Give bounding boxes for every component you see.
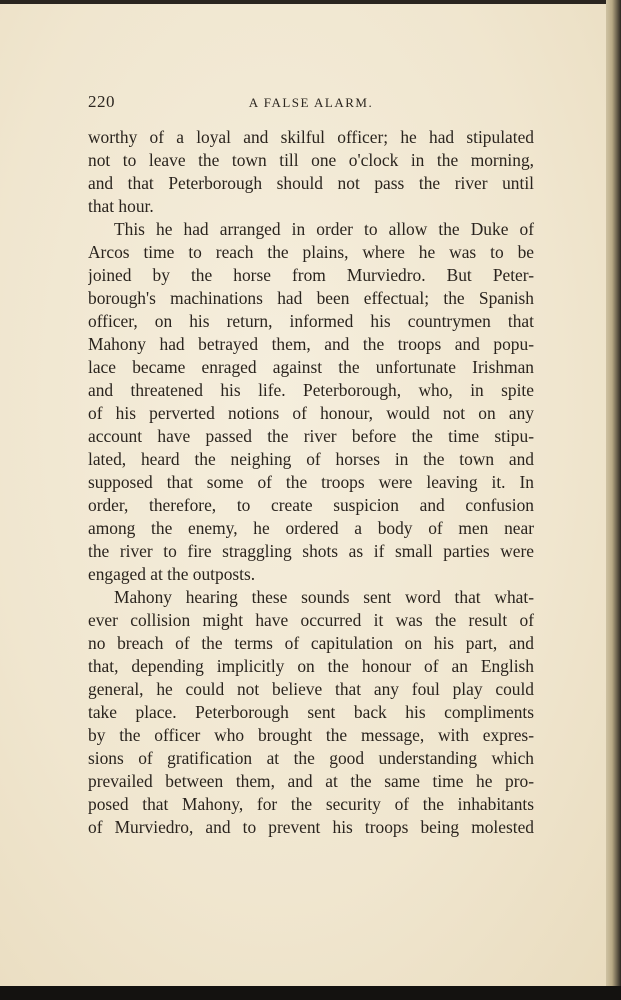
text-line: by the officer who brought the message, with expres-	[88, 725, 534, 745]
text-line: the river to fire straggling shots as if small parties were	[88, 541, 534, 561]
text-line: sions of gratification at the good understanding which	[88, 748, 534, 768]
text-line: borough's machinations had been effectual; the Spanish	[88, 288, 534, 308]
text-line: and threatened his life. Peterborough, who, in spite	[88, 380, 534, 400]
scan-bottom-border	[0, 986, 621, 1000]
running-head: A FALSE ALARM.	[248, 95, 374, 110]
text-line: that hour.	[88, 196, 154, 216]
book-page	[0, 4, 606, 988]
page-number: 220	[88, 92, 115, 111]
text-line: ever collision might have occurred it was the result of	[88, 610, 534, 630]
text-line: Mahony hearing these sounds sent word that what-	[114, 587, 534, 607]
text-line: officer, on his return, informed his countrymen that	[88, 311, 534, 331]
text-line: that, depending implicitly on the honour of an English	[88, 656, 534, 676]
text-line: Arcos time to reach the plains, where he was to be	[88, 242, 534, 262]
text-line: posed that Mahony, for the security of the inhabitants	[88, 794, 534, 814]
text-line: This he had arranged in order to allow the Duke of	[114, 219, 534, 239]
text-line: lated, heard the neighing of horses in the town and	[88, 449, 534, 469]
text-line: among the enemy, he ordered a body of men near	[88, 518, 534, 538]
text-line: account have passed the river before the time stipu-	[88, 426, 534, 446]
book-spine-edge	[606, 0, 621, 1000]
text-line: of his perverted notions of honour, would not on any	[88, 403, 534, 423]
text-line: lace became enraged against the unfortunate Irishman	[88, 357, 534, 377]
text-line: of Murviedro, and to prevent his troops being molested	[88, 817, 534, 837]
text-line: take place. Peterborough sent back his compliments	[88, 702, 534, 722]
text-line: prevailed between them, and at the same time he pro-	[88, 771, 534, 791]
text-line: Mahony had betrayed them, and the troops and popu-	[88, 334, 534, 354]
text-line: order, therefore, to create suspicion and confusion	[88, 495, 534, 515]
text-line: joined by the horse from Murviedro. But Peter-	[88, 265, 534, 285]
text-line: worthy of a loyal and skilful officer; he had stipulated	[88, 127, 534, 147]
text-line: engaged at the outposts.	[88, 564, 256, 584]
text-line: general, he could not believe that any foul play could	[88, 679, 534, 699]
body-text	[88, 126, 534, 839]
text-line: no breach of the terms of capitulation on his part, and	[88, 633, 534, 653]
page-header	[88, 92, 534, 114]
text-line: and that Peterborough should not pass the river until	[88, 173, 534, 193]
text-line: supposed that some of the troops were leaving it. In	[88, 472, 534, 492]
text-line: not to leave the town till one o'clock in the morning,	[88, 150, 534, 170]
